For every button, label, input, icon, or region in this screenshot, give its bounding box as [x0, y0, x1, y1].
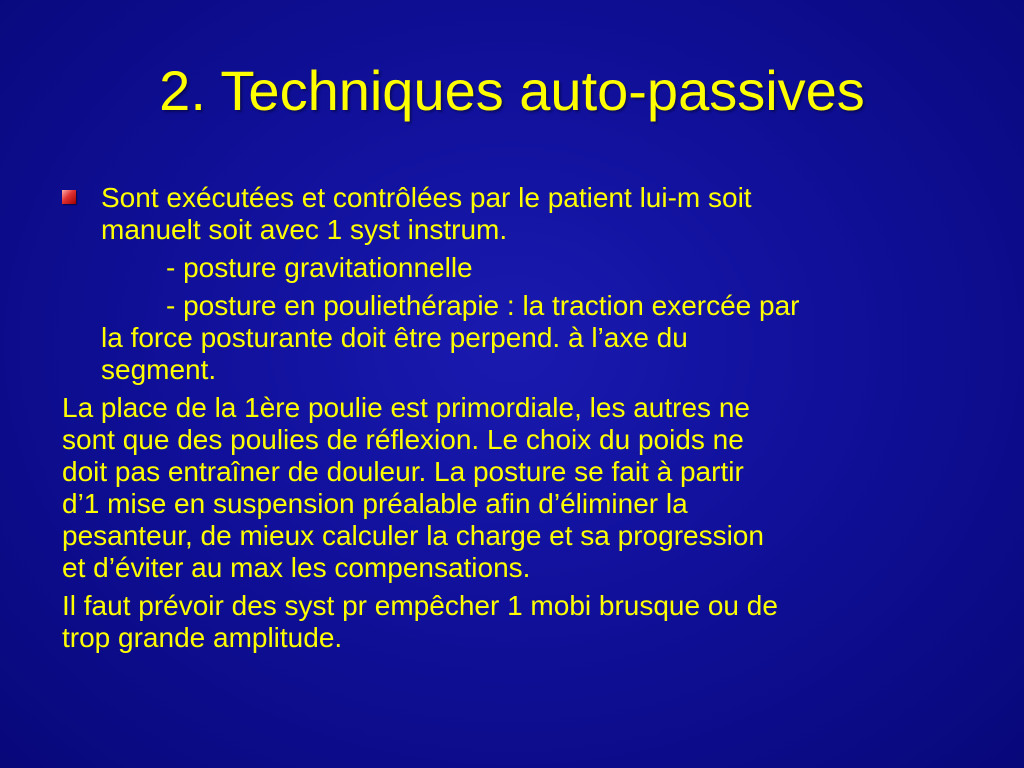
bullet-item: [62, 182, 962, 386]
paragraph-poulie: [62, 392, 962, 584]
sub-item-gravitationnelle: - posture gravitationnelle: [166, 252, 473, 283]
bullet-line-1: Sont exécutées et contrôlées par le patient lui-m soit: [101, 182, 752, 213]
sub-item-pouliethérapie-cont-1: la force posturante doit être perpend. à l’axe du: [101, 322, 688, 353]
sub-item-pouliethérapie-cont-2: segment.: [101, 354, 217, 385]
paragraph-prevoir: [62, 590, 962, 654]
para1-line-1: La place de la 1ère poulie est primordiale, les autres ne: [62, 392, 750, 423]
para2-line-1: Il faut prévoir des syst pr empêcher 1 mobi brusque ou de: [62, 590, 778, 621]
para1-line-4: d’1 mise en suspension préalable afin d’éliminer la: [62, 488, 688, 519]
para2-line-2: trop grande amplitude.: [62, 622, 343, 653]
slide-title: 2. Techniques auto-passives: [159, 59, 865, 122]
para1-line-3: doit pas entraîner de douleur. La posture se fait à partir: [62, 456, 744, 487]
square-bullet-icon: [62, 190, 76, 204]
slide-body: [62, 182, 962, 654]
para1-line-6: et d’éviter au max les compensations.: [62, 552, 531, 583]
bullet-line-2: manuelt soit avec 1 syst instrum.: [101, 214, 508, 245]
sub-item-pouliethérapie: - posture en pouliethérapie : la traction exercée par: [166, 290, 800, 321]
para1-line-5: pesanteur, de mieux calculer la charge et sa progression: [62, 520, 764, 551]
para1-line-2: sont que des poulies de réflexion. Le choix du poids ne: [62, 424, 744, 455]
